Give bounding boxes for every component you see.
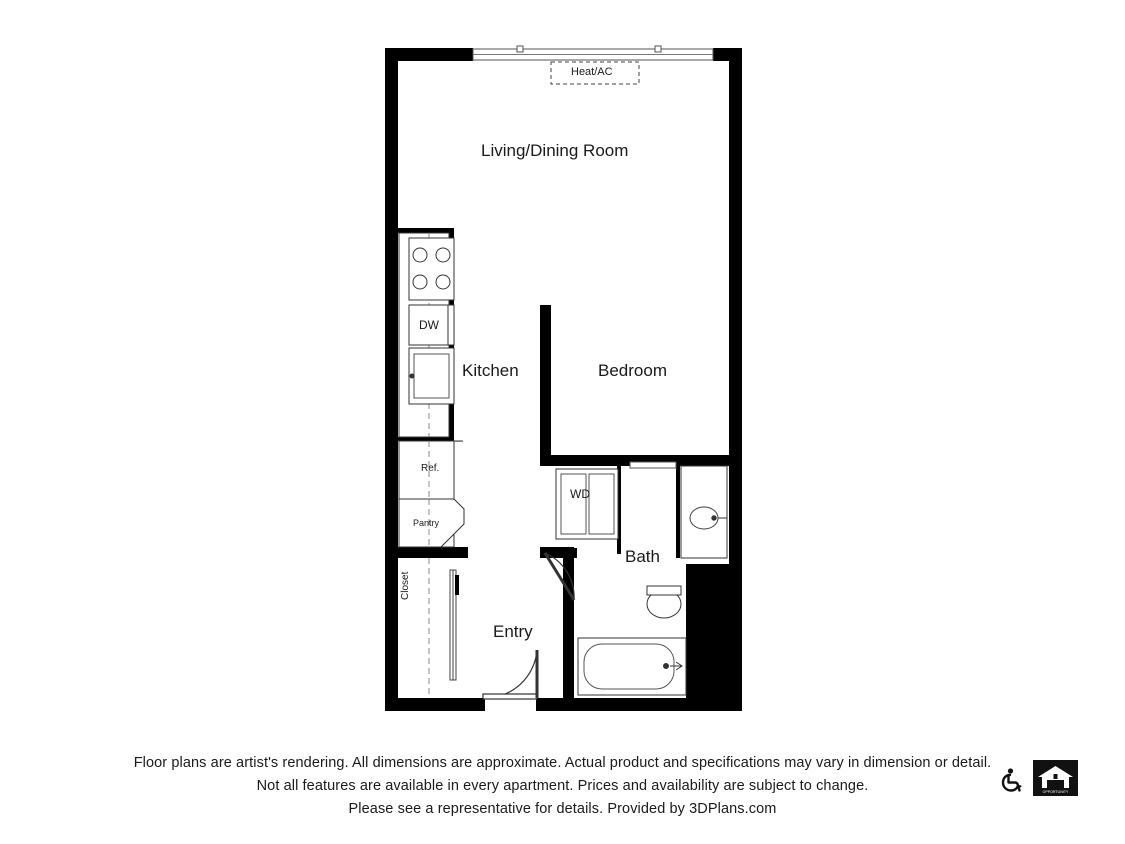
disclaimer-footer xyxy=(0,752,1125,821)
washer-dryer-unit xyxy=(556,469,618,539)
disclaimer-line-1: Floor plans are artist's rendering. All dimensions are approximate. Actual product and specifications may vary in dimension or detail. xyxy=(133,755,992,771)
fixture-label-heat-ac: Heat/AC xyxy=(571,66,613,78)
disclaimer-line-2: Not all features are available in every apartment. Prices and availability are subject to change. xyxy=(256,778,869,794)
fixture-label-dishwasher: DW xyxy=(419,318,439,332)
wheelchair-accessible-icon xyxy=(993,766,1023,796)
kitchen-fixtures xyxy=(399,233,464,547)
footer-badges xyxy=(993,760,1083,800)
room-label-kitchen: Kitchen xyxy=(462,361,519,380)
fixture-label-washer-dryer: WD xyxy=(570,487,590,501)
room-label-living-dining: Living/Dining Room xyxy=(481,141,629,160)
room-label-entry: Entry xyxy=(493,622,533,641)
fixture-label-closet: Closet xyxy=(400,571,411,600)
equal-housing-opportunity-icon xyxy=(1033,760,1078,796)
fixture-label-refrigerator: Ref. xyxy=(421,463,440,474)
room-label-bath: Bath xyxy=(625,547,660,566)
eho-icon-label: OPPORTUNITY xyxy=(1042,790,1069,794)
window-band xyxy=(473,46,713,60)
room-label-bedroom: Bedroom xyxy=(598,361,667,380)
disclaimer-line-3: Please see a representative for details. Provided by 3DPlans.com xyxy=(348,801,777,817)
fixture-label-pantry: Pantry xyxy=(413,518,440,528)
